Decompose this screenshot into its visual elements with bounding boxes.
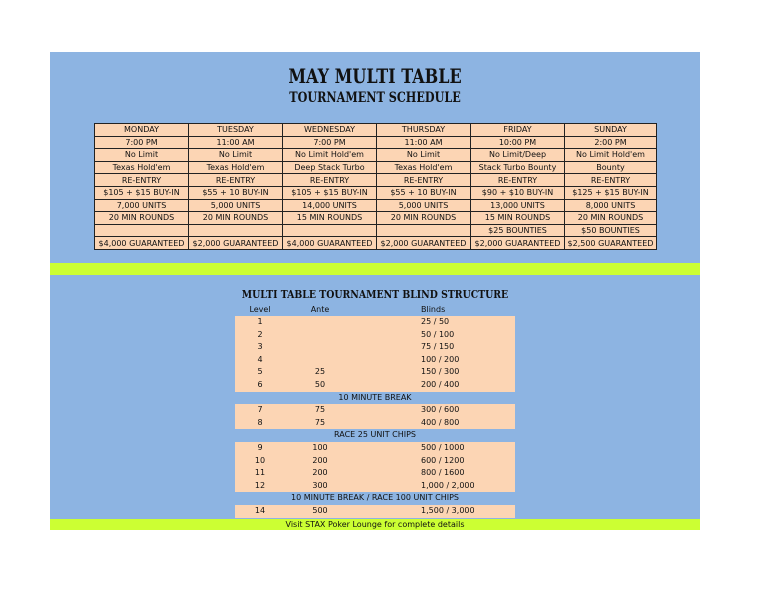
schedule-cell: 14,000 UNITS: [283, 199, 377, 212]
schedule-cell: [377, 224, 471, 237]
blind-values: 1,500 / 3,000: [421, 506, 475, 515]
schedule-cell: No Limit: [95, 149, 189, 162]
schedule-row-limit: [95, 149, 657, 162]
page-title: MAY MULTI TABLE: [288, 64, 462, 88]
blind-level-row: [235, 316, 515, 329]
schedule-cell: $125 + $15 BUY-IN: [565, 186, 657, 199]
schedule-cell: [283, 224, 377, 237]
blind-level: 11: [254, 468, 266, 478]
schedule-cell: 11:00 AM: [377, 136, 471, 149]
schedule-cell: RE-ENTRY: [95, 174, 189, 187]
blind-level-row: [235, 329, 515, 342]
schedule-cell: No Limit: [377, 149, 471, 162]
schedule-cell: $4,000 GUARANTEED: [283, 237, 377, 250]
blind-structure-title: MULTI TABLE TOURNAMENT BLIND STRUCTURE: [241, 288, 509, 301]
schedule-cell: FRIDAY: [471, 124, 565, 137]
blind-level-row: [235, 366, 515, 379]
schedule-cell: 8,000 UNITS: [565, 199, 657, 212]
blind-level: 12: [254, 480, 266, 490]
blind-level-row: [235, 354, 515, 367]
schedule-cell: RE-ENTRY: [377, 174, 471, 187]
blind-level-row: [235, 480, 515, 493]
schedule-cell: 10:00 PM: [471, 136, 565, 149]
blind-values: 500 / 1000: [421, 443, 465, 452]
blind-level: 5: [257, 367, 263, 377]
schedule-cell: 15 MIN ROUNDS: [283, 212, 377, 225]
blind-ante: 50: [314, 380, 326, 389]
blind-values: 1,000 / 2,000: [421, 480, 475, 490]
schedule-cell: [189, 224, 283, 237]
blind-level-row: [235, 455, 515, 468]
blind-level-row: [235, 404, 515, 417]
schedule-cell: [95, 224, 189, 237]
blind-values: 800 / 1600: [421, 468, 465, 478]
schedule-cell: $50 BOUNTIES: [565, 224, 657, 237]
blind-values: 300 / 600: [421, 405, 460, 415]
schedule-cell: Texas Hold'em: [95, 161, 189, 174]
schedule-cell: No Limit Hold'em: [283, 149, 377, 162]
blind-level-row: [235, 417, 515, 430]
schedule-cell: RE-ENTRY: [189, 174, 283, 187]
schedule-cell: 5,000 UNITS: [189, 199, 283, 212]
schedule-row-day: [95, 124, 657, 137]
blind-level: 6: [257, 380, 263, 389]
schedule-cell: $2,000 GUARANTEED: [471, 237, 565, 250]
blind-level-row: [235, 467, 515, 480]
blind-level-row: [235, 341, 515, 354]
schedule-cell: SUNDAY: [565, 124, 657, 137]
schedule-cell: Texas Hold'em: [377, 161, 471, 174]
blind-values: 200 / 400: [421, 380, 460, 389]
schedule-cell: $90 + $10 BUY-IN: [471, 186, 565, 199]
blind-ante: 300: [312, 480, 328, 490]
schedule-row-bounty: [95, 224, 657, 237]
schedule-cell: 20 MIN ROUNDS: [377, 212, 471, 225]
schedule-row-game: [95, 161, 657, 174]
blind-break-row: 10 MINUTE BREAK / RACE 100 UNIT CHIPS: [291, 493, 459, 503]
blind-level: 9: [257, 443, 263, 452]
schedule-cell: WEDNESDAY: [283, 124, 377, 137]
schedule-cell: MONDAY: [95, 124, 189, 137]
green-divider-band: [50, 263, 700, 275]
blind-header-level: Level: [249, 305, 271, 314]
schedule-cell: $2,500 GUARANTEED: [565, 237, 657, 250]
schedule-cell: RE-ENTRY: [471, 174, 565, 187]
blind-values: 50 / 100: [421, 329, 455, 339]
blind-values: 150 / 300: [421, 367, 460, 377]
blind-header-blinds: Blinds: [421, 305, 446, 314]
schedule-cell: $105 + $15 BUY-IN: [283, 186, 377, 199]
schedule-cell: $105 + $15 BUY-IN: [95, 186, 189, 199]
blind-values: 100 / 200: [421, 354, 460, 364]
blind-ante: 75: [314, 417, 326, 427]
blind-level: 14: [254, 506, 266, 515]
schedule-cell: Stack Turbo Bounty: [471, 161, 565, 174]
schedule-cell: 20 MIN ROUNDS: [95, 212, 189, 225]
blind-ante: 100: [312, 443, 328, 452]
schedule-cell: 5,000 UNITS: [377, 199, 471, 212]
schedule-cell: No Limit: [189, 149, 283, 162]
blind-values: 25 / 50: [421, 317, 450, 326]
schedule-cell: 20 MIN ROUNDS: [189, 212, 283, 225]
blind-ante: 200: [312, 455, 328, 465]
blind-level: 2: [257, 329, 263, 339]
schedule-cell: $4,000 GUARANTEED: [95, 237, 189, 250]
schedule-cell: THURSDAY: [377, 124, 471, 137]
blind-level: 7: [257, 405, 263, 415]
schedule-cell: RE-ENTRY: [565, 174, 657, 187]
schedule-cell: $2,000 GUARANTEED: [189, 237, 283, 250]
schedule-cell: 15 MIN ROUNDS: [471, 212, 565, 225]
schedule-cell: $25 BOUNTIES: [471, 224, 565, 237]
schedule-cell: 7:00 PM: [283, 136, 377, 149]
schedule-cell: 7,000 UNITS: [95, 199, 189, 212]
schedule-cell: Deep Stack Turbo: [283, 161, 377, 174]
footer-note: Visit STAX Poker Lounge for complete details: [50, 519, 700, 530]
schedule-cell: 20 MIN ROUNDS: [565, 212, 657, 225]
schedule-cell: Bounty: [565, 161, 657, 174]
schedule-cell: 2:00 PM: [565, 136, 657, 149]
schedule-row-guarantee: [95, 237, 657, 250]
blind-ante: 200: [312, 468, 328, 478]
blind-level: 10: [254, 455, 266, 465]
blind-level: 3: [257, 342, 263, 352]
schedule-cell: RE-ENTRY: [283, 174, 377, 187]
schedule-cell: No Limit Hold'em: [565, 149, 657, 162]
page-subtitle: TOURNAMENT SCHEDULE: [289, 90, 461, 106]
schedule-cell: 13,000 UNITS: [471, 199, 565, 212]
blind-level: 8: [257, 417, 263, 427]
schedule-row-time: [95, 136, 657, 149]
blind-ante: 25: [314, 367, 326, 377]
blind-level: 4: [257, 354, 263, 364]
blind-break-row: 10 MINUTE BREAK: [338, 392, 412, 402]
schedule-cell: 7:00 PM: [95, 136, 189, 149]
blind-level-row: [235, 505, 515, 518]
schedule-table: [94, 123, 657, 250]
schedule-cell: TUESDAY: [189, 124, 283, 137]
schedule-cell: 11:00 AM: [189, 136, 283, 149]
blind-values: 400 / 800: [421, 417, 460, 427]
schedule-row-entry: [95, 174, 657, 187]
blind-level-row: [235, 379, 515, 392]
blind-level: 1: [257, 317, 263, 326]
blind-values: 75 / 150: [421, 342, 455, 352]
blind-values: 600 / 1200: [421, 455, 465, 465]
schedule-row-units: [95, 199, 657, 212]
blind-ante: 500: [312, 506, 328, 515]
schedule-cell: No Limit/Deep: [471, 149, 565, 162]
blind-break-row: RACE 25 UNIT CHIPS: [334, 430, 416, 440]
schedule-row-rounds: [95, 212, 657, 225]
schedule-cell: $2,000 GUARANTEED: [377, 237, 471, 250]
blind-level-row: [235, 442, 515, 455]
blind-ante: 75: [314, 405, 326, 415]
schedule-cell: $55 + 10 BUY-IN: [377, 186, 471, 199]
blind-header-ante: Ante: [310, 305, 330, 314]
schedule-cell: $55 + 10 BUY-IN: [189, 186, 283, 199]
schedule-cell: Texas Hold'em: [189, 161, 283, 174]
schedule-row-buyin: [95, 186, 657, 199]
